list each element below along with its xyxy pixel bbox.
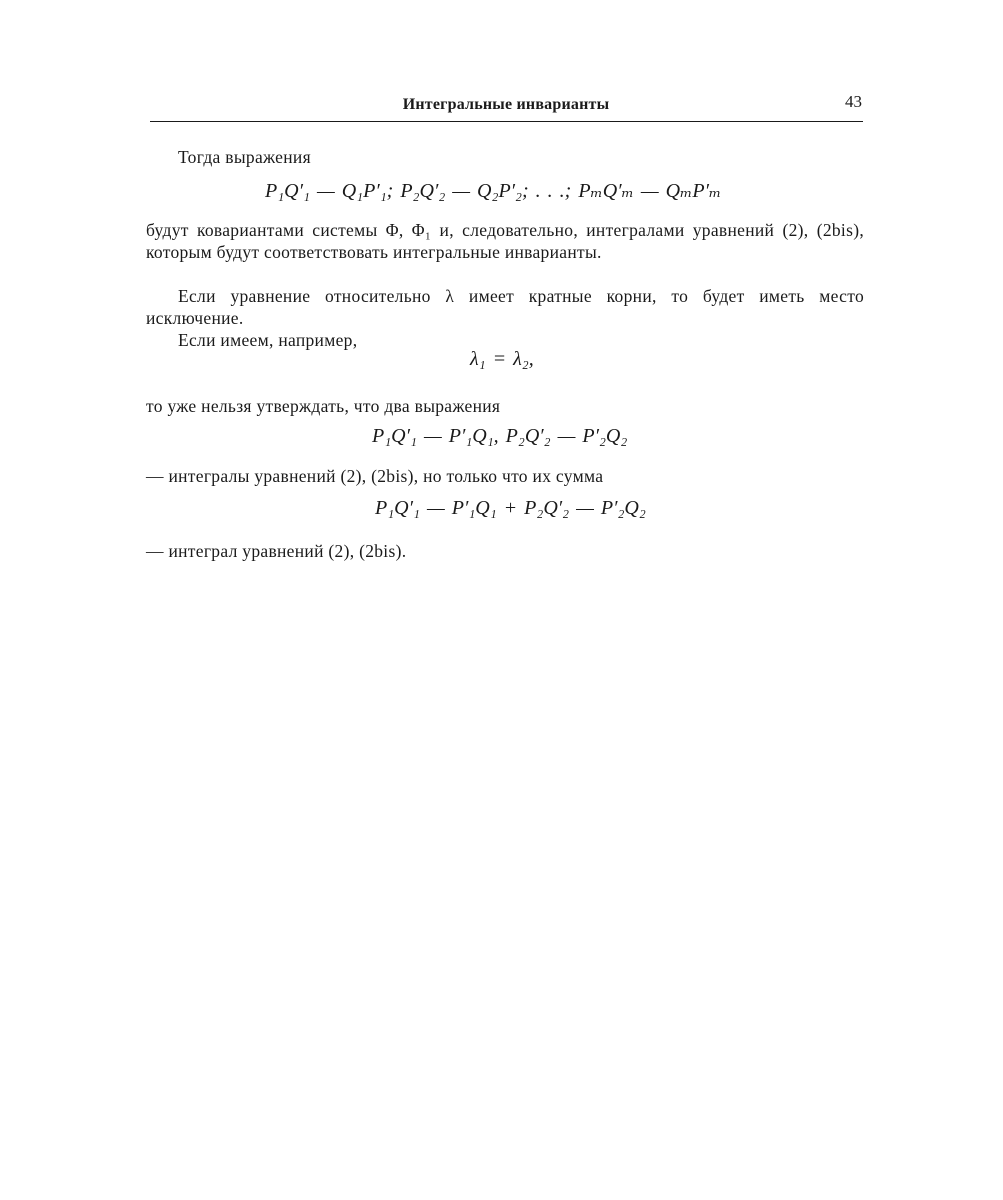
paragraph-multiple-roots: Если уравнение относительно λ имеет кратные корни, то будет иметь место исключение. (146, 286, 864, 328)
formula-lambda-equal: λ₁ = λ₂, (470, 348, 534, 370)
formula-covariants: P₁Q′₁ — Q₁P′₁; P₂Q′₂ — Q₂P′₂; . . .; PₘQ′ₘ — QₘP′ₘ (265, 180, 722, 202)
paragraph-integral: — интеграл уравнений (2), (2bis). (146, 541, 407, 561)
running-title: Интегральные инварианты (402, 96, 610, 113)
paragraph-intro: Тогда выражения (178, 147, 311, 167)
header-rule (150, 121, 863, 122)
paragraph-example: Если имеем, например, (178, 330, 358, 350)
paragraph-covariants: будут ковариантами системы Φ, Φ₁ и, следовательно, интегралами уравнений (2), (2bis), которым будут соответствовать интегральные инварианты. (146, 220, 864, 262)
paragraph-sum: — интегралы уравнений (2), (2bis), но только что их сумма (146, 466, 604, 486)
paragraph-two-expressions: то уже нельзя утверждать, что два выражения (146, 396, 501, 416)
formula-two-expressions: P₁Q′₁ — P′₁Q₁, P₂Q′₂ — P′₂Q₂ (372, 425, 628, 447)
page-number: 43 (845, 92, 862, 111)
formula-sum: P₁Q′₁ — P′₁Q₁ + P₂Q′₂ — P′₂Q₂ (375, 497, 646, 519)
running-header (150, 92, 862, 120)
